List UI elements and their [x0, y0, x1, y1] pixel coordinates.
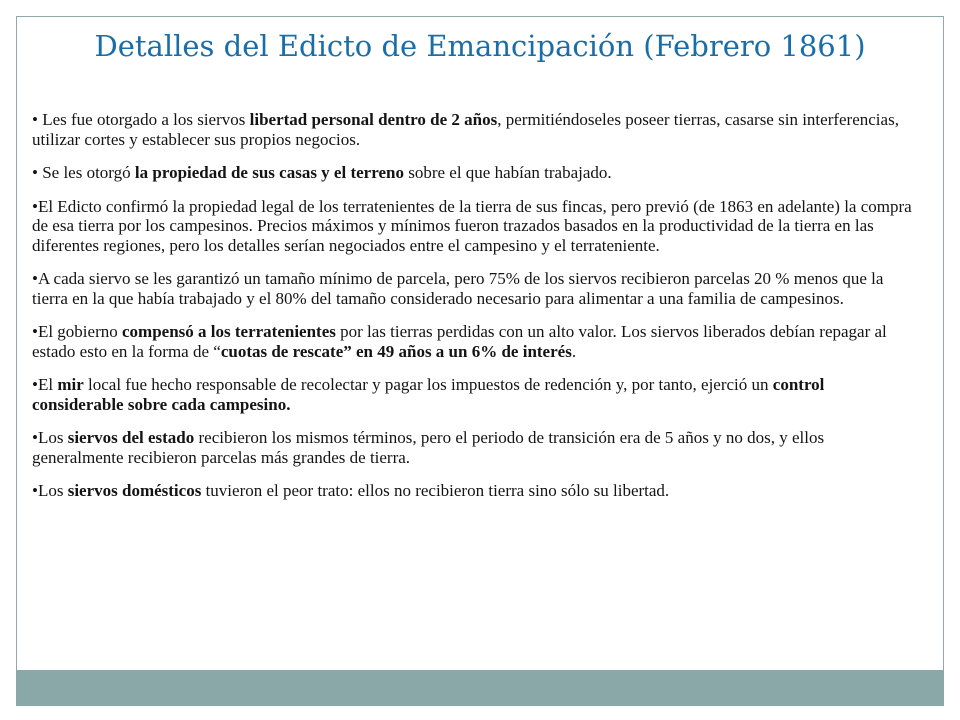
- bullet-text: A cada siervo se les garantizó un tamaño mínimo de parcela, pero 75% de los siervos recibieron parcelas 20 % menos que la tierra en la que había trabajado y el 80% del tamaño considerado necesario para alimentar a una familia de campesinos.: [32, 269, 884, 308]
- bullet-text: tuvieron el peor trato: ellos no recibieron tierra sino sólo su libertad.: [201, 481, 670, 500]
- bullet-item: [32, 481, 912, 501]
- bullet-text: El Edicto confirmó la propiedad legal de los terratenientes de la tierra de sus fincas, pero previó (de 1863 en adelante) la compra de esa tierra por los campesinos. Precios máximos y mínimos fueron trazados basados en la productividad de la tierra en las diferentes regiones, pero los detalles serían negociados entre el campesino y el terrateniente.: [32, 196, 912, 255]
- bullet-emphasis: control considerable sobre cada campesino.: [32, 375, 825, 414]
- bullet-text: local fue hecho responsable de recolectar y pagar los impuestos de redención y, por tanto, ejerció un: [83, 375, 773, 394]
- bullet-emphasis: cuotas de rescate” en 49 años a un 6% de interés: [220, 341, 572, 361]
- bullet-emphasis: compensó a los terratenientes: [122, 322, 336, 341]
- bullet-item: [32, 375, 912, 414]
- bullet-emphasis: siervos del estado: [67, 428, 195, 447]
- bullet-text: Los: [37, 428, 68, 447]
- bullet-item: [32, 110, 912, 149]
- bullet-text: .: [571, 341, 577, 361]
- bullet-list: [32, 110, 912, 515]
- bullet-item: [32, 322, 912, 361]
- bullet-text: Se les otorgó: [37, 163, 135, 182]
- bullet-marker: •: [32, 481, 38, 500]
- bullet-text: , permitiéndoseles poseer tierras, casarse sin interferencias, utilizar cortes y establecer sus propios negocios.: [32, 110, 899, 149]
- bullet-text: recibieron los mismos términos, pero el periodo de transición era de 5 años y no dos, y ellos generalmente recibieron parcelas más grandes de tierra.: [32, 428, 825, 467]
- bullet-marker: •: [32, 375, 38, 394]
- bullet-item: [32, 428, 912, 467]
- bullet-text: por las tierras perdidas con un alto valor. Los siervos liberados debían repagar al estado esto en la forma de “: [32, 322, 887, 361]
- bullet-marker: •: [32, 269, 38, 288]
- bullet-emphasis: libertad personal dentro de 2 años: [249, 110, 498, 129]
- bullet-marker: •: [32, 110, 38, 129]
- bullet-text: Los: [37, 481, 68, 500]
- bullet-text: Les fue otorgado a los siervos: [37, 110, 250, 129]
- bullet-emphasis: mir: [57, 375, 84, 394]
- bullet-marker: •: [32, 428, 38, 447]
- bullet-emphasis: siervos domésticos: [67, 481, 202, 500]
- bullet-marker: •: [32, 322, 38, 341]
- bullet-item: [32, 197, 912, 256]
- bullet-text: sobre el que habían trabajado.: [403, 163, 612, 182]
- bullet-item: [32, 163, 912, 183]
- footer-bar: [16, 670, 944, 706]
- bullet-text: El gobierno: [37, 322, 122, 341]
- slide-title: Detalles del Edicto de Emancipación (Febrero 1861): [94, 29, 866, 63]
- bullet-text: El: [37, 375, 58, 394]
- bullet-marker: •: [32, 196, 38, 216]
- bullet-item: [32, 269, 912, 308]
- bullet-marker: •: [32, 163, 38, 182]
- bullet-emphasis: la propiedad de sus casas y el terreno: [134, 163, 404, 182]
